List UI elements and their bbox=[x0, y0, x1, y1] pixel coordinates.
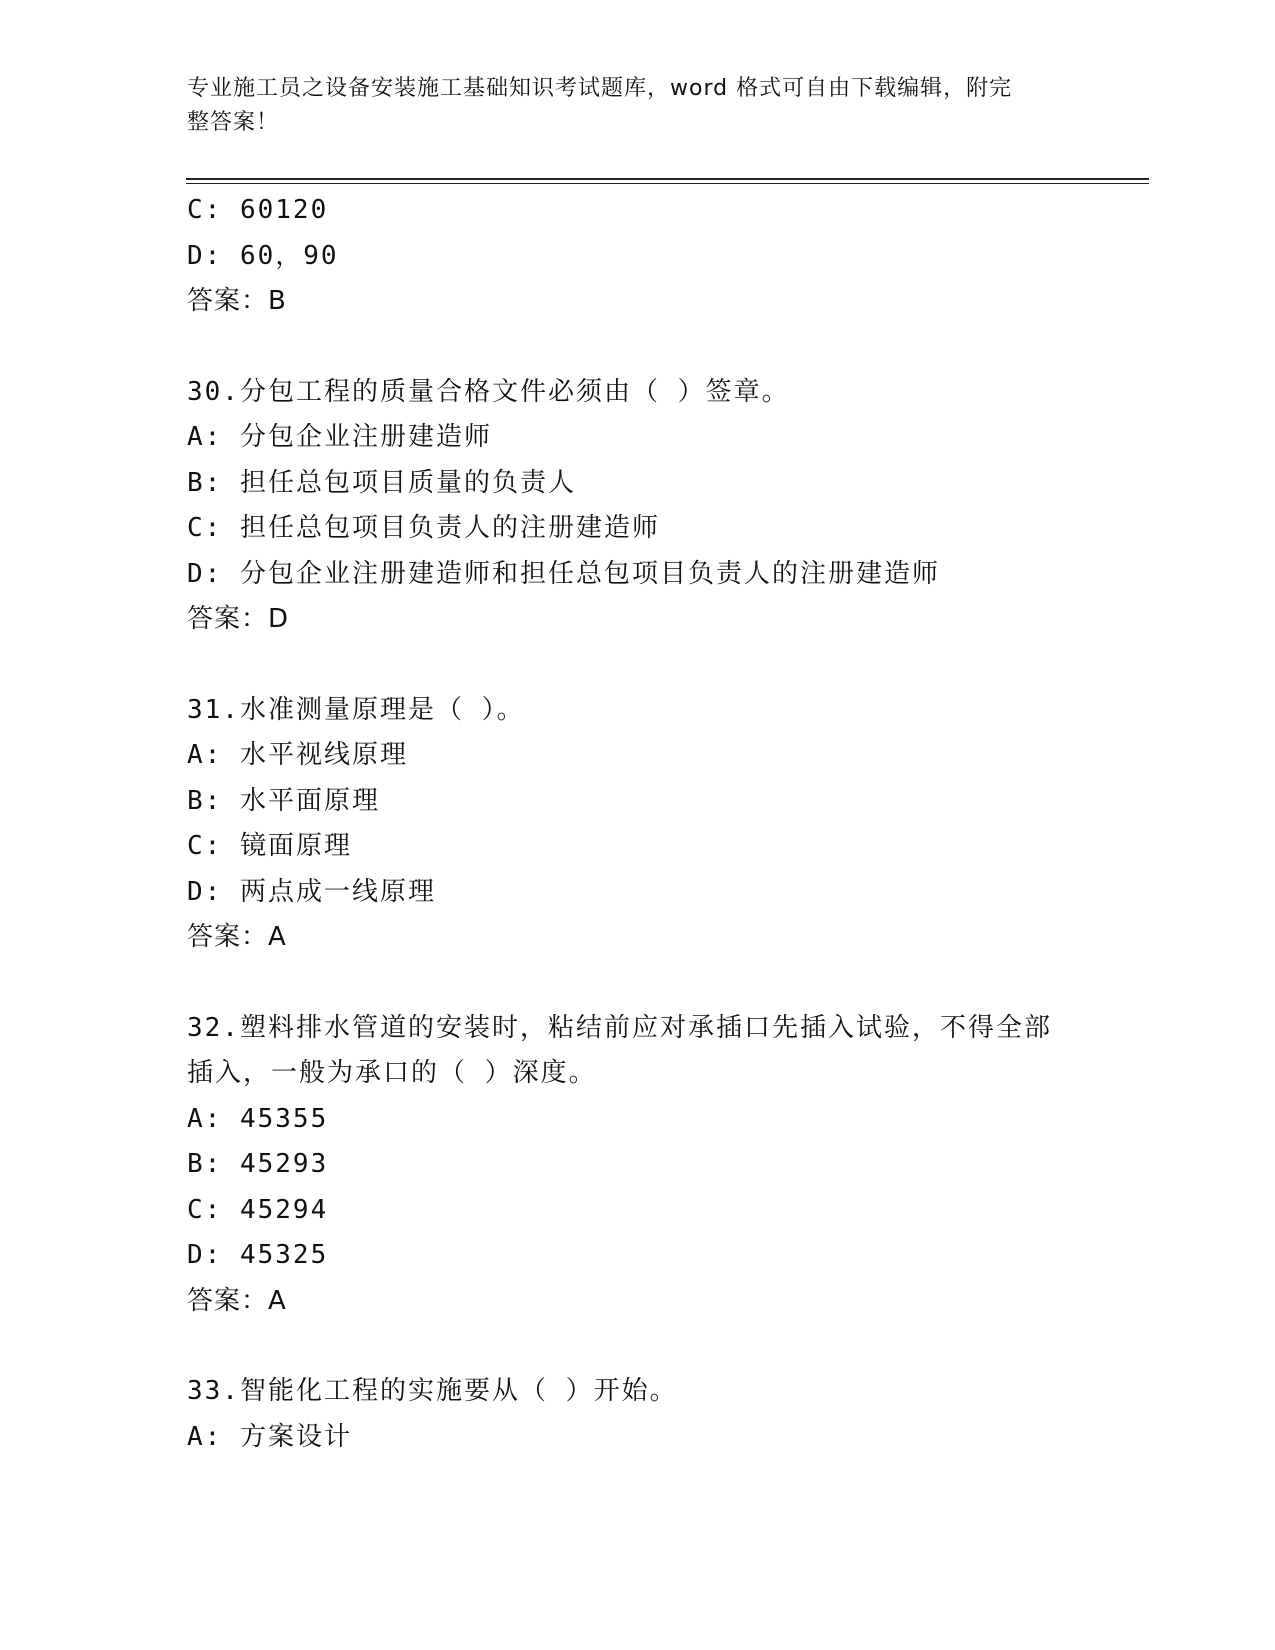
question-block-32 bbox=[187, 1006, 1087, 1325]
answer: 答案：D bbox=[187, 604, 290, 634]
spacer bbox=[187, 961, 1087, 1006]
option-c: C: 镜面原理 bbox=[187, 831, 352, 861]
question-stem: 30.分包工程的质量合格文件必须由（ ）签章。 bbox=[187, 376, 790, 407]
question-stem-line-1: 32.塑料排水管道的安装时，粘结前应对承插口先插入试验，不得全部 bbox=[187, 1012, 1052, 1043]
header-line-1: 专业施工员之设备安装施工基础知识考试题库，word 格式可自由下载编辑，附完 bbox=[187, 76, 1013, 101]
question-list bbox=[187, 188, 1087, 1460]
option-a: A: 45355 bbox=[187, 1103, 329, 1134]
page-header bbox=[187, 72, 1067, 140]
answer: 答案：A bbox=[187, 1285, 287, 1316]
question-stem: 33.智能化工程的实施要从（ ）开始。 bbox=[187, 1376, 678, 1406]
question-block-31 bbox=[187, 688, 1087, 961]
option-c: C: 60120 bbox=[187, 195, 329, 225]
spacer bbox=[187, 643, 1087, 688]
option-d: D: 两点成一线原理 bbox=[187, 876, 436, 907]
option-c: C: 45294 bbox=[187, 1194, 329, 1225]
question-block-33 bbox=[187, 1369, 1087, 1460]
question-block-30 bbox=[187, 370, 1087, 643]
spacer bbox=[187, 325, 1087, 370]
option-b: B: 担任总包项目质量的负责人 bbox=[187, 467, 576, 498]
header-divider-thick bbox=[186, 178, 1149, 180]
answer: 答案：A bbox=[187, 922, 287, 952]
option-d: D: 45325 bbox=[187, 1240, 329, 1270]
option-b: B: 水平面原理 bbox=[187, 785, 380, 816]
header-line-2: 整答案！ bbox=[187, 110, 280, 135]
option-d: D: 60，90 bbox=[187, 240, 339, 271]
header-divider-thin bbox=[186, 183, 1149, 184]
option-a: A: 分包企业注册建造师 bbox=[187, 422, 492, 452]
spacer bbox=[187, 1324, 1087, 1369]
question-stem-line-2: 插入，一般为承口的（ ）深度。 bbox=[187, 1058, 597, 1088]
question-block-prev bbox=[187, 188, 1087, 325]
option-a: A: 方案设计 bbox=[187, 1421, 352, 1452]
option-c: C: 担任总包项目负责人的注册建造师 bbox=[187, 513, 660, 543]
option-d: D: 分包企业注册建造师和担任总包项目负责人的注册建造师 bbox=[187, 558, 940, 589]
option-a: A: 水平视线原理 bbox=[187, 740, 408, 770]
option-b: B: 45293 bbox=[187, 1149, 329, 1179]
answer: 答案：B bbox=[187, 286, 287, 316]
question-stem: 31.水准测量原理是（ ）。 bbox=[187, 694, 525, 725]
